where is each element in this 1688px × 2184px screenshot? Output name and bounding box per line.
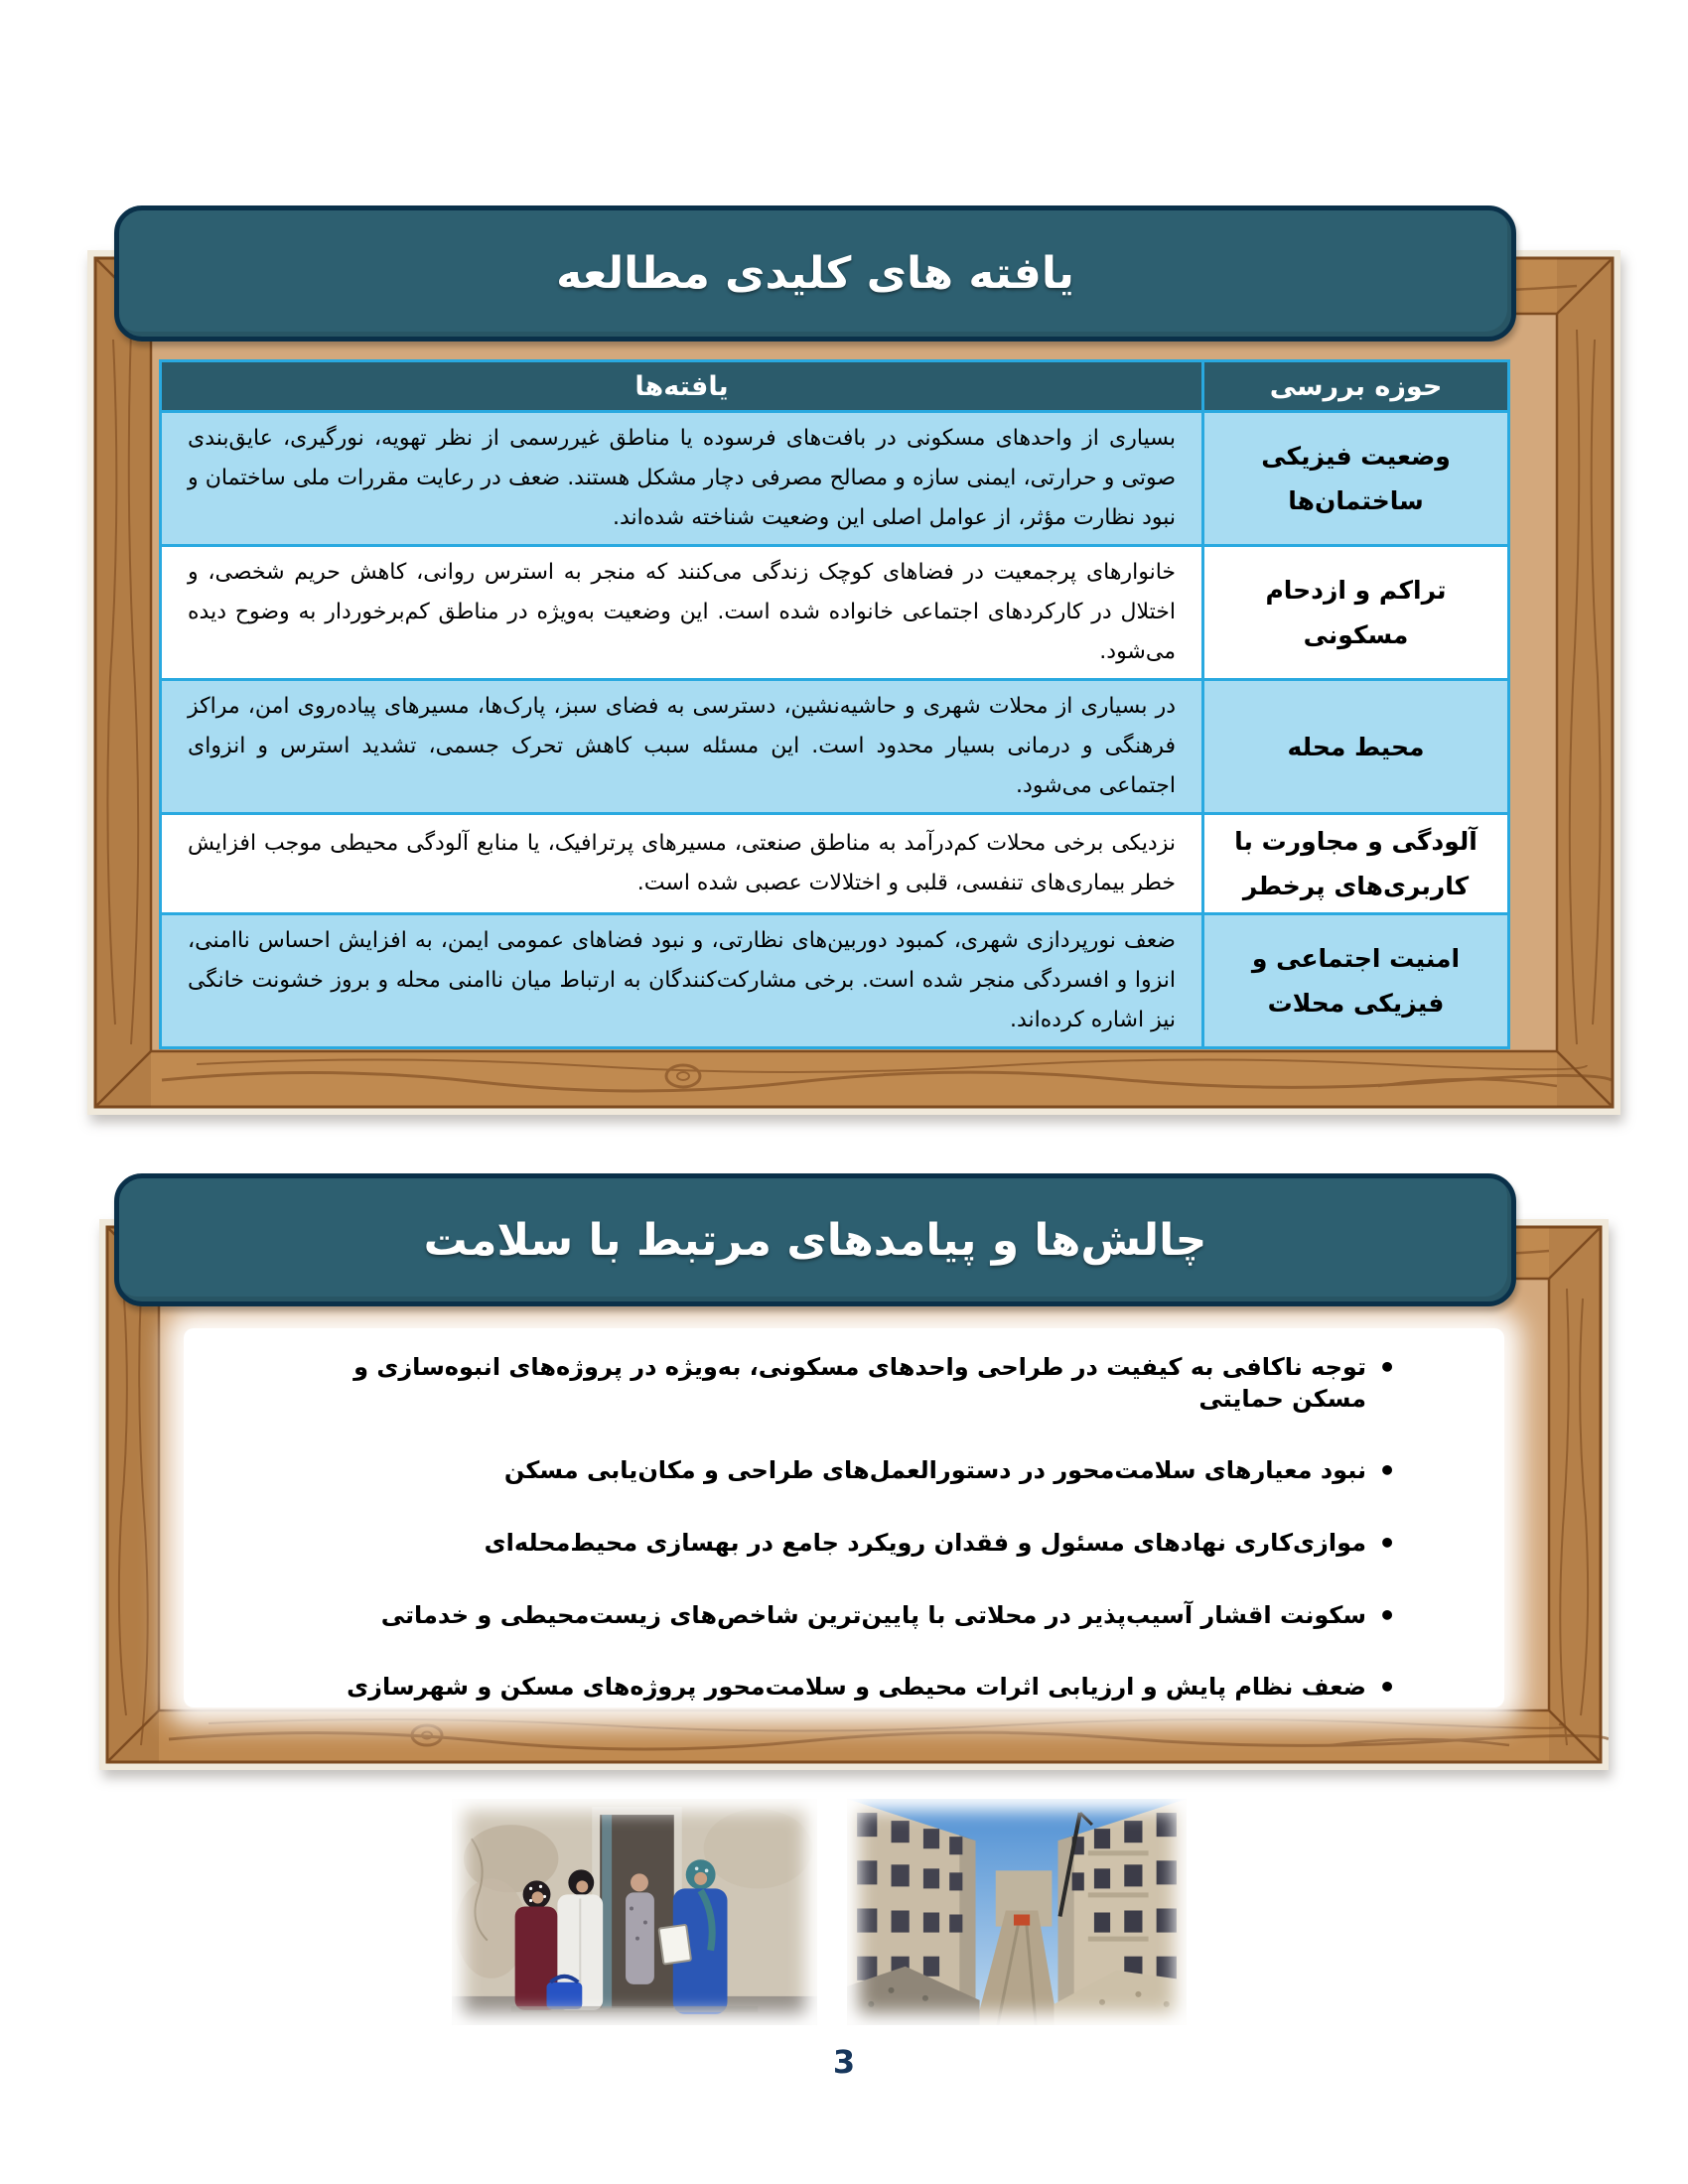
table-row (162, 815, 1507, 912)
findings-title: یافته های کلیدی مطالعه (556, 248, 1074, 299)
challenge-item: • سکونت اقشار آسیب‌پذیر در محلاتی با پایین‌ترین شاخص‌های زیست‌محیطی و خدماتی (346, 1600, 1398, 1632)
photo-construction-site (847, 1799, 1187, 2025)
table-row (162, 915, 1507, 1046)
challenge-item: • نبود معیارهای سلامت‌محور در دستورالعمل‌های طراحی و مکان‌یابی مسکن (346, 1455, 1398, 1487)
challenges-list (346, 1352, 1398, 1744)
table-row (162, 547, 1507, 678)
area-cell: آلودگی و مجاورت با کاربری‌های پرخطر (1204, 815, 1507, 912)
page-number: 3 (832, 2043, 856, 2081)
table-header-row (162, 362, 1507, 410)
challenge-item: • ضعف نظام پایش و ارزیابی اثرات محیطی و سلامت‌محور پروژه‌های مسکن و شهرسازی (346, 1672, 1398, 1704)
health-visit-illustration (452, 1799, 817, 2025)
area-cell: وضعیت فیزیکی ساختمان‌ها (1204, 413, 1507, 544)
challenges-title: چالش‌ها و پیامدهای مرتبط با سلامت (423, 1214, 1207, 1266)
findings-title-banner (114, 205, 1516, 341)
challenges-title-banner (114, 1173, 1516, 1306)
column-header-findings: یافته‌ها (162, 362, 1201, 410)
construction-illustration (847, 1799, 1187, 2025)
area-cell: محیط محله (1204, 681, 1507, 812)
finding-cell: نزدیکی برخی محلات کم‌درآمد به مناطق صنعتی، مسیرهای پرترافیک، یا منابع آلودگی محیطی موجب افزایش خطر بیماری‌های تنفسی، قلبی و اختلالات عصبی شده است. (162, 815, 1201, 912)
table-row (162, 413, 1507, 544)
column-header-area: حوزه بررسی (1204, 362, 1507, 410)
area-cell: امنیت اجتماعی و فیزیکی محلات (1204, 915, 1507, 1046)
finding-cell: در بسیاری از محلات شهری و حاشیه‌نشین، دسترسی به فضای سبز، پارک‌ها، مسیرهای پیاده‌روی امن، مراکز فرهنگی و درمانی بسیار محدود است. این مسئله سبب کاهش تحرک جسمی، تشدید استرس و انزوای اجتماعی می‌شود. (162, 681, 1201, 812)
findings-table (159, 359, 1510, 1049)
challenge-item: • توجه ناکافی به کیفیت در طراحی واحدهای مسکونی، به‌ویژه در پروژه‌های انبوه‌سازی و مسکن حمایتی (346, 1352, 1398, 1415)
finding-cell: بسیاری از واحدهای مسکونی در بافت‌های فرسوده یا مناطق غیررسمی از نظر تهویه، نورگیری، عایق‌بندی صوتی و حرارتی، ایمنی سازه و مصالح مصرفی دچار مشکل هستند. ضعف در رعایت مقررات ملی ساختمان و نبود نظارت مؤثر، از عوامل اصلی این وضعیت شناخته شده‌اند. (162, 413, 1201, 544)
finding-cell: ضعف نورپردازی شهری، کمبود دوربین‌های نظارتی، و نبود فضاهای عمومی ایمن، به افزایش احساس ناامنی، انزوا و افسردگی منجر شده است. برخی مشارکت‌کنندگان به ارتباط میان ناامنی محله و بروز خشونت خانگی نیز اشاره کرده‌اند. (162, 915, 1201, 1046)
photo-health-home-visit (452, 1799, 817, 2025)
challenge-item: • موازی‌کاری نهادهای مسئول و فقدان رویکرد جامع در بهسازی محیط‌محله‌ای (346, 1528, 1398, 1560)
finding-cell: خانوارهای پرجمعیت در فضاهای کوچک زندگی می‌کنند که منجر به استرس روانی، کاهش حریم شخصی، و اختلال در کارکردهای اجتماعی خانواده شده است. این وضعیت به‌ویژه در مناطق کم‌برخوردار به وضوح دیده می‌شود. (162, 547, 1201, 678)
area-cell: تراکم و ازدحام مسکونی (1204, 547, 1507, 678)
table-row (162, 681, 1507, 812)
